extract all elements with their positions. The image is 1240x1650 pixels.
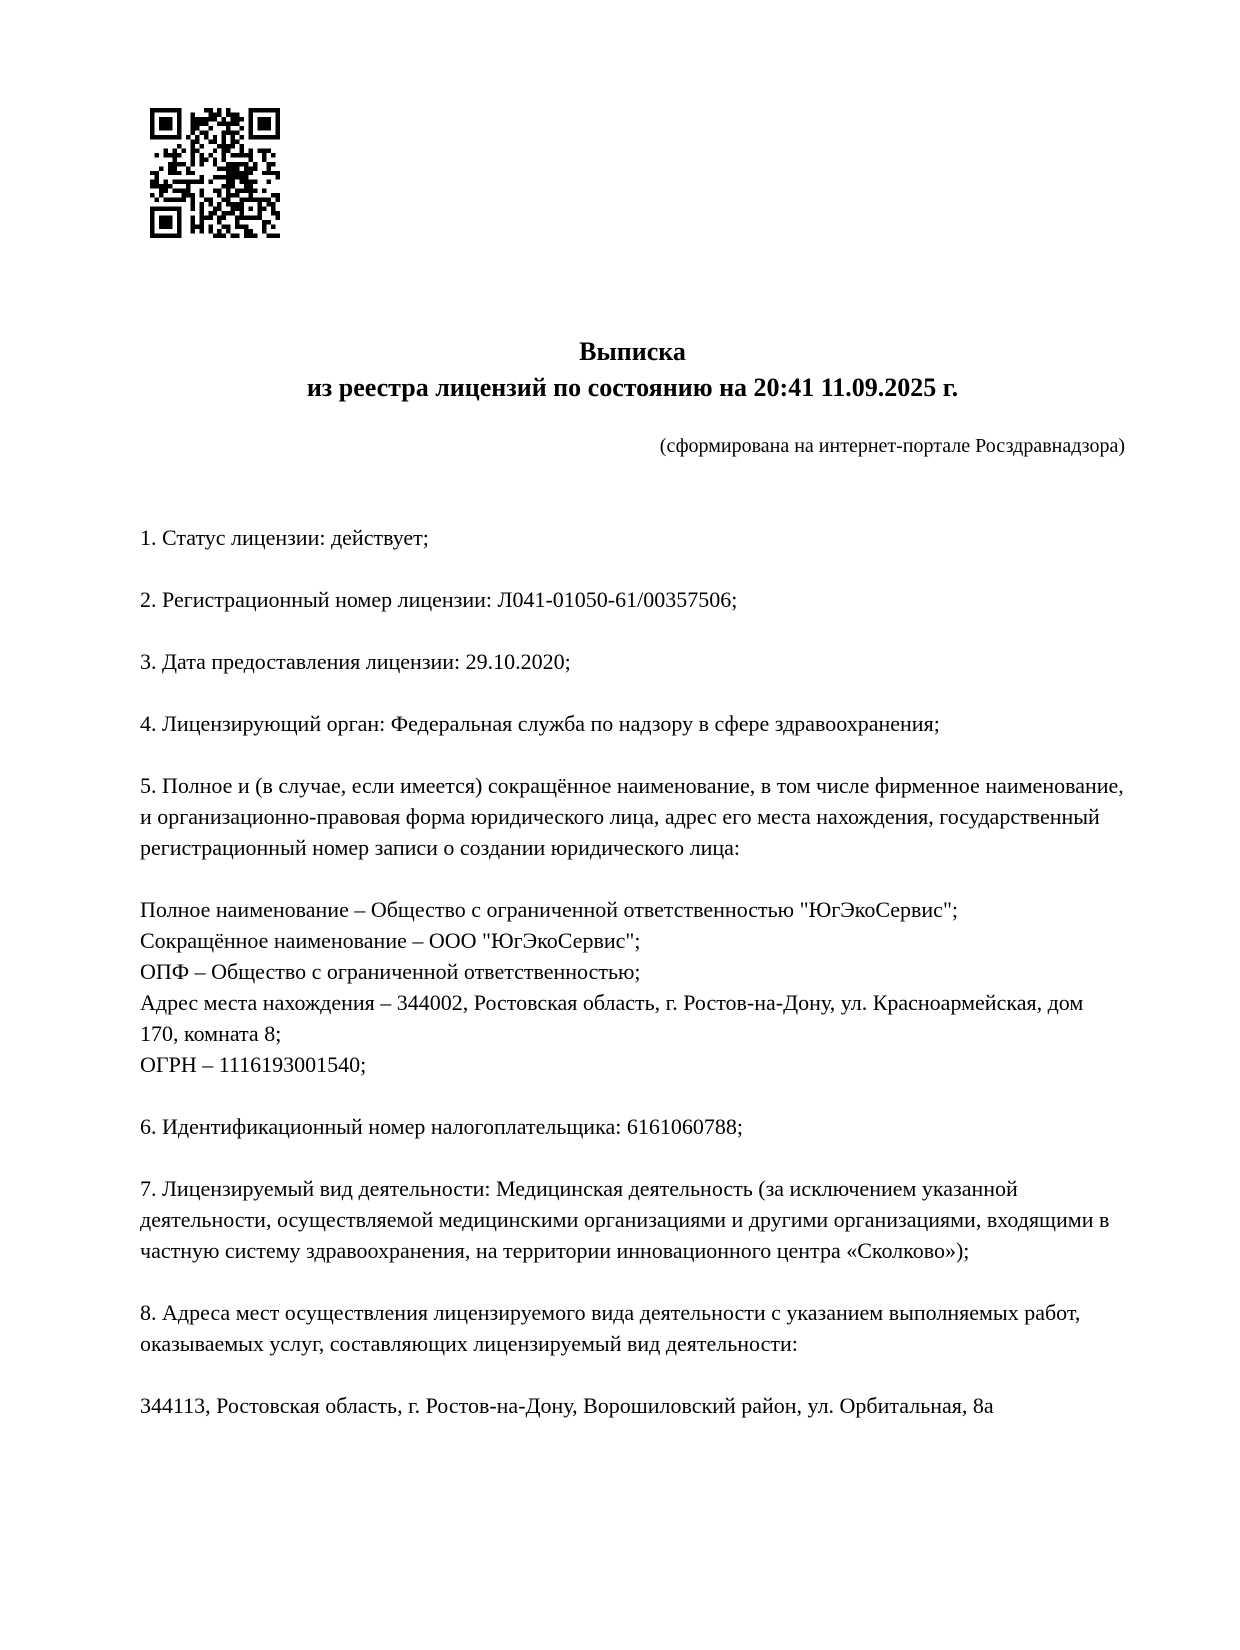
item-8-addresses-heading: 8. Адреса мест осуществления лицензируемого вида деятельности с указанием выполняемых работ, оказываемых услуг, составляющих лицензируемый вид деятельности: [140,1300,1081,1356]
org-short-name: Сокращённое наименование – ООО "ЮгЭкоСервис"; [140,928,641,953]
qr-code-icon [150,108,280,238]
org-legal-form: ОПФ – Общество с ограниченной ответственностью; [140,959,641,984]
item-1-license-status: 1. Статус лицензии: действует; [140,525,429,550]
item-6-taxpayer-number: 6. Идентификационный номер налогоплательщика: 6161060788; [140,1114,743,1139]
activity-address: 344113, Ростовская область, г. Ростов-на-Дону, Ворошиловский район, ул. Орбитальная, 8а [140,1393,994,1418]
title-line-2: из реестра лицензий по состоянию на 20:41 11.09.2025 г. [306,373,959,402]
org-details [140,894,1125,1080]
org-address: Адрес места нахождения – 344002, Ростовская область, г. Ростов-на-Дону, ул. Красноармейская, дом 170, комната 8; [140,990,1084,1046]
page-title [140,334,1125,406]
org-ogrn: ОГРН – 1116193001540; [140,1052,367,1077]
item-4-licensing-authority: 4. Лицензирующий орган: Федеральная служба по надзору в сфере здравоохранения; [140,711,940,736]
document-body [140,522,1125,1421]
title-line-1: Выписка [579,337,686,366]
item-5-name-heading: 5. Полное и (в случае, если имеется) сокращённое наименование, в том числе фирменное наименование, и организационно-правовая форма юридического лица, адрес его места нахождения, государственный регистрационный номер записи о создании юридического лица: [140,773,1124,860]
item-3-grant-date: 3. Дата предоставления лицензии: 29.10.2020; [140,649,571,674]
item-7-activity-type: 7. Лицензируемый вид деятельности: Медицинская деятельность (за исключением указанной деятельности, осуществляемой медицинскими организациями и другими организациями, входящими в частную систему здравоохранения, на территории инновационного центра «Сколково»); [140,1176,1110,1263]
document-subtitle: (сформирована на интернет-портале Росздравнадзора) [659,435,1125,457]
item-2-registration-number: 2. Регистрационный номер лицензии: Л041-01050-61/00357506; [140,587,738,612]
qr-code-image [150,108,280,238]
org-full-name: Полное наименование – Общество с ограниченной ответственностью "ЮгЭкоСервис"; [140,897,959,922]
